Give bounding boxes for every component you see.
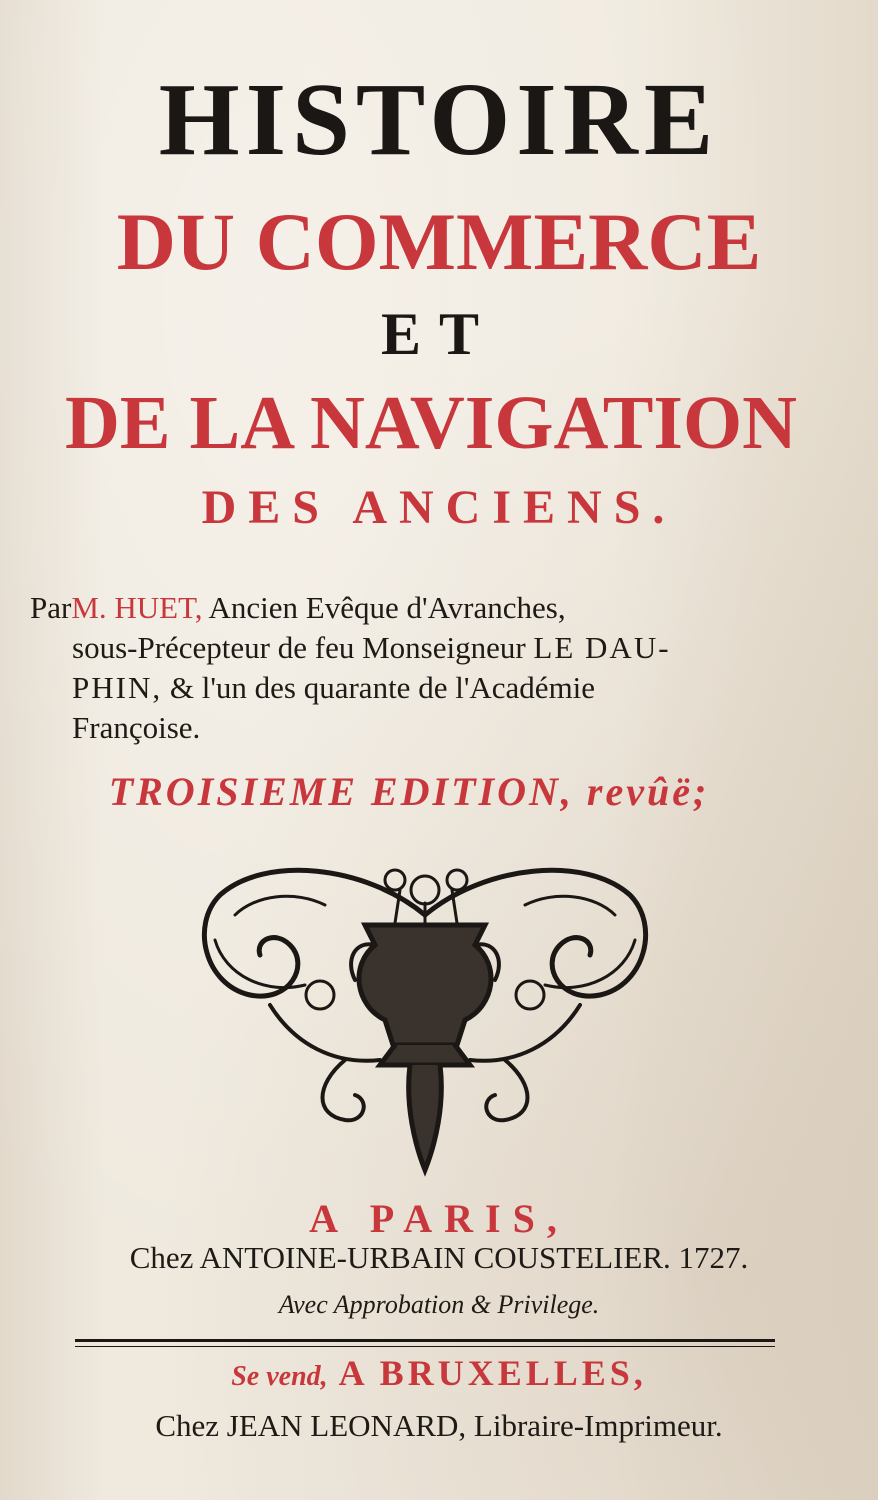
author-block [30, 588, 830, 748]
imprint-printer: Chez JEAN LEONARD, Libraire-Imprimeur. [155, 1408, 723, 1443]
author-title: Ancien Evêque d'Avranches, [202, 590, 566, 625]
title-line-et: ET [380, 301, 498, 367]
author-line-3: & l'un des quarante de l'Académie [162, 670, 596, 705]
title-line-du-commerce: DU COMMERCE [116, 196, 762, 287]
imprint-publisher: Chez ANTOINE-URBAIN COUSTELIER. 1727. [129, 1240, 749, 1275]
edition-line: TROISIEME EDITION, revûë; [108, 769, 710, 814]
sold-line [0, 1352, 878, 1394]
author-prefix: Par [30, 590, 72, 625]
sold-prefix: Se vend, [231, 1361, 328, 1392]
title-line-navigation: DE LA NAVIGATION [64, 381, 798, 465]
divider-rule [75, 1339, 775, 1342]
title-line-histoire: HISTOIRE [158, 62, 720, 177]
author-line-2-smallcaps: LE DAU- [533, 630, 671, 665]
vase-ornament-icon [195, 845, 655, 1185]
imprint-approbation: Avec Approbation & Privilege. [278, 1290, 600, 1319]
author-name: M. HUET, [71, 590, 203, 625]
sold-city: A BRUXELLES, [327, 1353, 647, 1393]
title-line-des-anciens: DES ANCIENS. [201, 481, 677, 534]
imprint-city: A PARIS, [309, 1196, 569, 1241]
author-line-4: Françoise. [72, 710, 201, 745]
author-line-2: sous-Précepteur de feu Monseigneur [72, 630, 534, 665]
divider-rule-thin [75, 1346, 775, 1347]
author-line-3-smallcaps: PHIN, [72, 670, 163, 705]
